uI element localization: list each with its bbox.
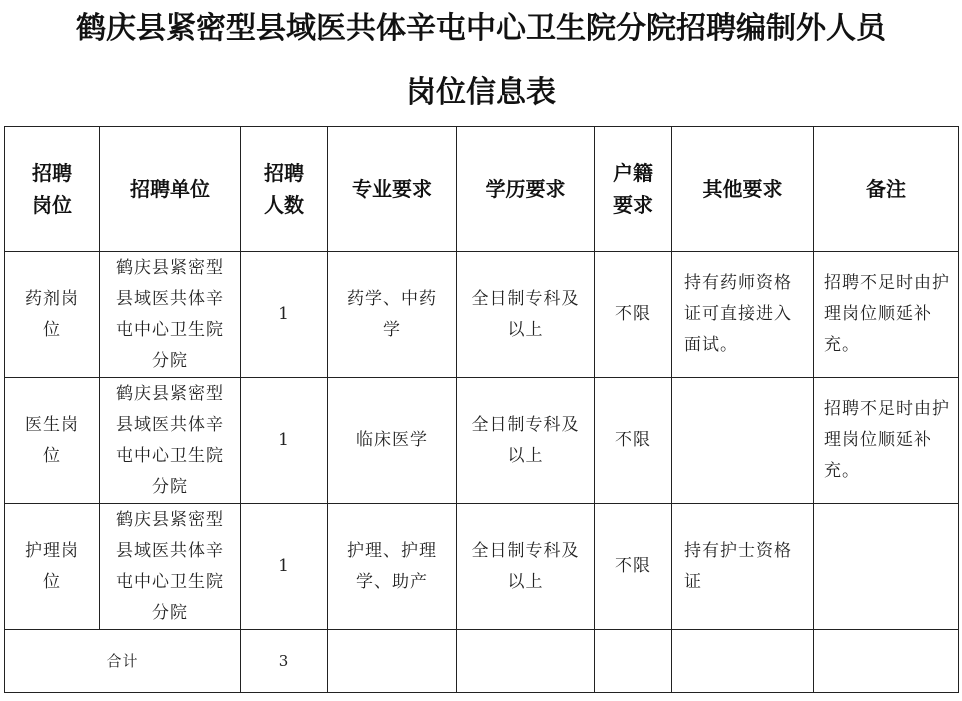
cell-unit: 鹤庆县紧密型县域医共体辛屯中心卫生院分院 bbox=[100, 504, 241, 630]
cell-position: 护理岗位 bbox=[5, 504, 100, 630]
total-empty-cell bbox=[814, 630, 959, 693]
header-position: 招聘岗位 bbox=[5, 127, 100, 252]
total-label: 合计 bbox=[5, 630, 241, 693]
total-empty-cell bbox=[672, 630, 814, 693]
cell-position: 医生岗位 bbox=[5, 378, 100, 504]
cell-position: 药剂岗位 bbox=[5, 252, 100, 378]
cell-education: 全日制专科及以上 bbox=[457, 252, 595, 378]
cell-other bbox=[672, 378, 814, 504]
table-header-row bbox=[5, 127, 959, 252]
cell-major: 药学、中药学 bbox=[328, 252, 457, 378]
cell-education: 全日制专科及以上 bbox=[457, 504, 595, 630]
recruitment-table bbox=[4, 126, 959, 693]
cell-major: 临床医学 bbox=[328, 378, 457, 504]
cell-household: 不限 bbox=[595, 378, 672, 504]
header-education: 学历要求 bbox=[457, 127, 595, 252]
header-note: 备注 bbox=[814, 127, 959, 252]
cell-education: 全日制专科及以上 bbox=[457, 378, 595, 504]
header-major: 专业要求 bbox=[328, 127, 457, 252]
cell-other: 持有药师资格证可直接进入面试。 bbox=[672, 252, 814, 378]
cell-major: 护理、护理学、助产 bbox=[328, 504, 457, 630]
cell-household: 不限 bbox=[595, 504, 672, 630]
header-other: 其他要求 bbox=[672, 127, 814, 252]
total-empty-cell bbox=[457, 630, 595, 693]
cell-count: 1 bbox=[241, 504, 328, 630]
table-total-row bbox=[5, 630, 959, 693]
document-title-line-1: 鹤庆县紧密型县域医共体辛屯中心卫生院分院招聘编制外人员 bbox=[76, 11, 886, 46]
document-title-line-2: 岗位信息表 bbox=[406, 75, 556, 110]
cell-household: 不限 bbox=[595, 252, 672, 378]
cell-count: 1 bbox=[241, 252, 328, 378]
table-row bbox=[5, 504, 959, 630]
cell-note bbox=[814, 504, 959, 630]
table-row bbox=[5, 378, 959, 504]
total-empty-cell bbox=[595, 630, 672, 693]
table-row bbox=[5, 252, 959, 378]
cell-count: 1 bbox=[241, 378, 328, 504]
header-unit: 招聘单位 bbox=[100, 127, 241, 252]
header-household: 户籍要求 bbox=[595, 127, 672, 252]
total-empty-cell bbox=[328, 630, 457, 693]
cell-unit: 鹤庆县紧密型县域医共体辛屯中心卫生院分院 bbox=[100, 252, 241, 378]
cell-note: 招聘不足时由护理岗位顺延补充。 bbox=[814, 378, 959, 504]
total-count: 3 bbox=[241, 630, 328, 693]
recruitment-table-container bbox=[4, 126, 958, 693]
cell-other: 持有护士资格证 bbox=[672, 504, 814, 630]
cell-unit: 鹤庆县紧密型县域医共体辛屯中心卫生院分院 bbox=[100, 378, 241, 504]
cell-note: 招聘不足时由护理岗位顺延补充。 bbox=[814, 252, 959, 378]
header-count: 招聘人数 bbox=[241, 127, 328, 252]
